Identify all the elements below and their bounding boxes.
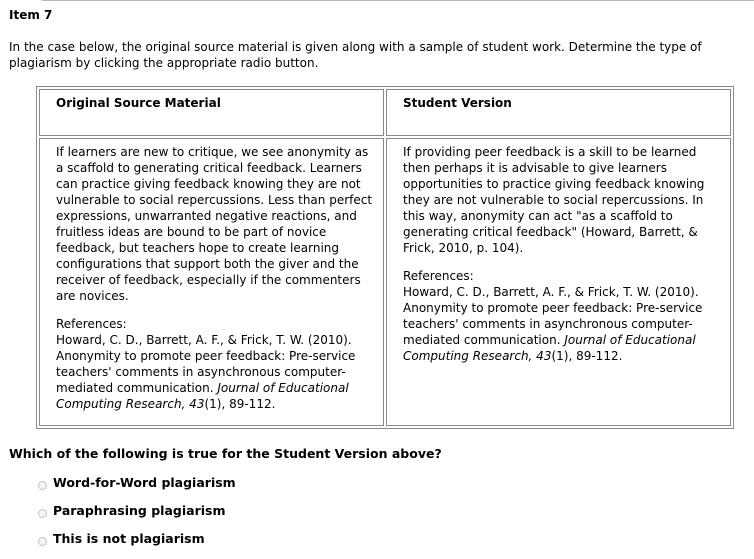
original-source-content	[56, 144, 374, 412]
student-version-cell	[386, 138, 731, 426]
option-label[interactable]: Paraphrasing plagiarism	[53, 502, 226, 518]
original-header-cell	[39, 89, 384, 136]
option-label[interactable]: Word-for-Word plagiarism	[53, 474, 236, 490]
original-ref-authors: Howard, C. D., Barrett, A. F., & Frick, T. W. (2010). Anonymity to promote peer feedback: Pre-service teachers' comments in asynchronous computer-mediated communication.	[56, 333, 356, 395]
original-source-cell	[39, 138, 384, 426]
option-label[interactable]: This is not plagiarism	[53, 530, 205, 546]
student-passage: If providing peer feedback is a skill to be learned then perhaps it is advisable to give learners opportunities to practice giving feedback knowing they are not vulnerable to social repercussions. In this way, anonymity can act "as a scaffold to generating critical feedback" (Howard, Barrett, & Frick, 2010, p. 104).	[403, 145, 705, 255]
question-text: Which of the following is true for the Student Version above?	[9, 446, 442, 461]
radio-button-icon[interactable]	[38, 481, 47, 490]
student-references-label: References:	[403, 269, 474, 283]
student-version-content	[403, 144, 721, 364]
item-title: Item 7	[9, 8, 53, 22]
option-not-plagiarism[interactable]	[38, 530, 205, 546]
original-references-label: References:	[56, 317, 127, 331]
original-passage: If learners are new to critique, we see anonymity as a scaffold to generating critical feedback. Learners can practice giving feedback knowing they are not vulnerable to social repercussions. Less than perfect expressions, unwarranted negative reactions, and fruitless ideas are bound to be part of novice feedback, but teachers hope to create learning configurations that support both the giver and the receiver of feedback, especially if the commenters are novices.	[56, 145, 373, 303]
original-ref-journal: Journal of Educational Computing Research, 43	[56, 381, 349, 411]
student-header-cell	[386, 89, 731, 136]
original-source-header: Original Source Material	[56, 96, 221, 110]
option-paraphrasing[interactable]	[38, 502, 225, 518]
original-reference-citation	[56, 332, 374, 412]
student-reference-citation	[403, 284, 721, 364]
instructions-text: In the case below, the original source material is given along with a sample of student work. Determine the type of plagiarism by clicking the appropriate radio button.	[9, 40, 702, 70]
top-divider	[42, 0, 754, 1]
option-word-for-word[interactable]	[38, 474, 236, 490]
student-ref-authors: Howard, C. D., Barrett, A. F., & Frick, T. W. (2010). Anonymity to promote peer feedback: Pre-service teachers' comments in asynchronous computer-mediated communication.	[403, 285, 703, 347]
student-ref-journal: Journal of Educational Computing Research, 43	[403, 333, 696, 363]
student-version-header: Student Version	[403, 96, 512, 110]
student-ref-issue: (1), 89-112.	[551, 349, 623, 363]
radio-button-icon[interactable]	[38, 509, 47, 518]
radio-button-icon[interactable]	[38, 537, 47, 546]
original-ref-issue: (1), 89-112.	[204, 397, 276, 411]
comparison-table	[36, 86, 734, 429]
